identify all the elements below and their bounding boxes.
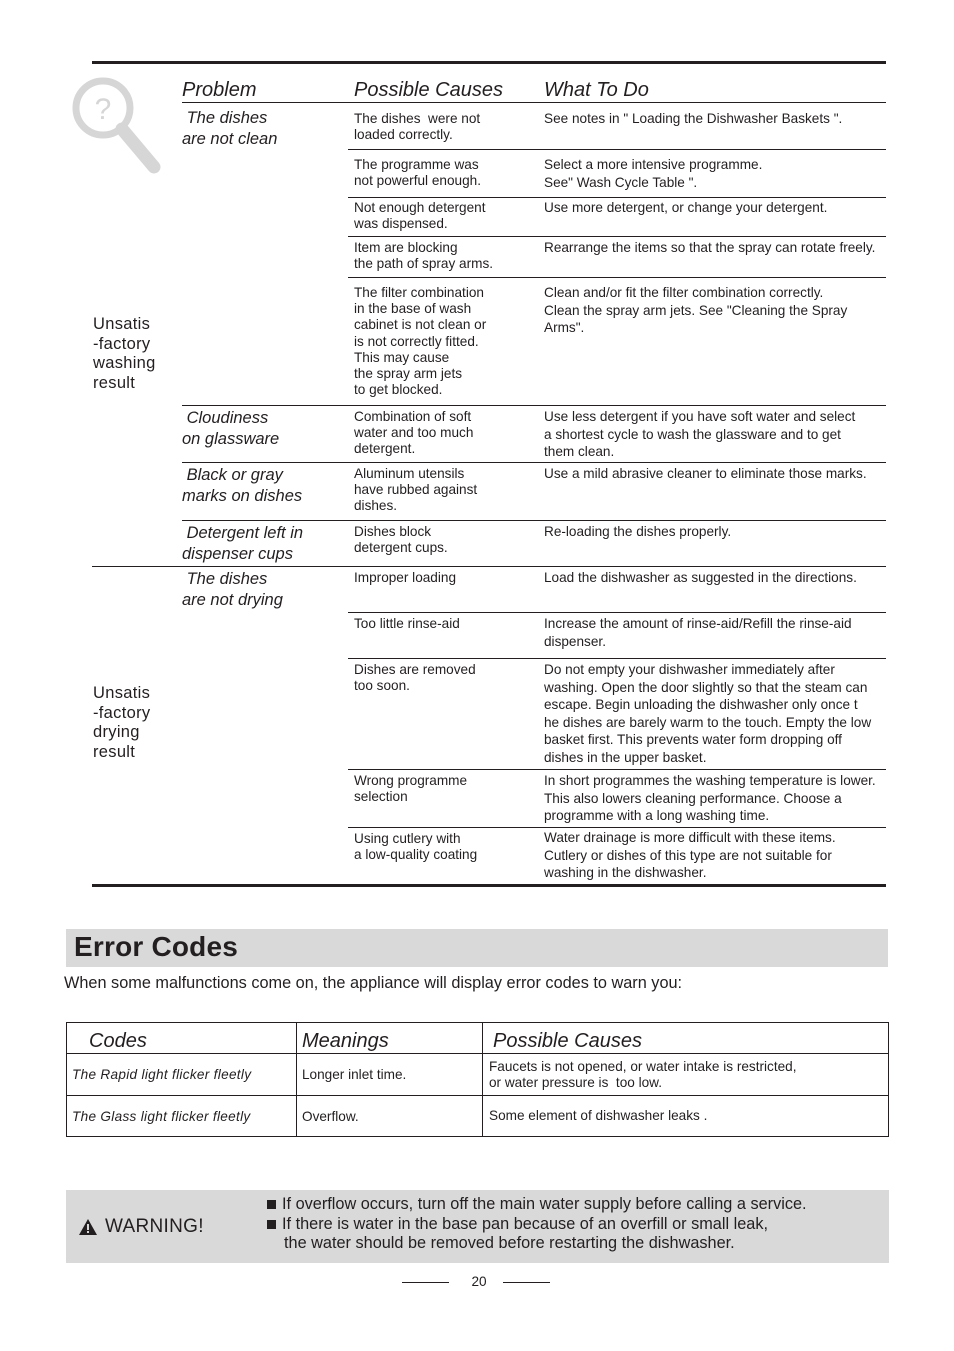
row-divider xyxy=(348,197,886,198)
row-cause: Dishes block detergent cups. xyxy=(354,524,448,556)
warning-line-text: If overflow occurs, turn off the main water supply before calling a service. xyxy=(282,1195,807,1213)
row-todo: See notes in " Loading the Dishwasher Baskets ". xyxy=(544,111,843,126)
row-cause: Dishes are removed too soon. xyxy=(354,662,476,694)
category-washing: Unsatis -factory washing result xyxy=(93,315,156,393)
row-divider xyxy=(348,827,886,828)
row-divider xyxy=(348,612,886,613)
row-cause: Too little rinse-aid xyxy=(354,616,460,631)
row-cause: Combination of soft water and too much detergent. xyxy=(354,409,474,457)
category-drying: Unsatis -factory drying result xyxy=(93,684,151,762)
header-codes: Codes xyxy=(67,1023,297,1054)
warning-box xyxy=(66,1190,889,1263)
error-codes-title-bar xyxy=(66,929,888,967)
header-what-to-do: What To Do xyxy=(544,79,649,101)
row-cause: The filter combination in the base of wash cabinet is not clean or is not correctly fitted. This may cause the spray arm jets to get blocked. xyxy=(354,285,487,398)
row-cause: Using cutlery with a low-quality coating xyxy=(354,831,478,863)
warning-label-group xyxy=(79,1216,204,1238)
header-possible-causes-errors: Possible Causes xyxy=(483,1023,889,1054)
svg-text:?: ? xyxy=(94,93,112,126)
bullet-icon xyxy=(267,1220,276,1229)
warning-text xyxy=(267,1195,807,1254)
question-magnifier-icon xyxy=(70,75,165,175)
row-divider xyxy=(348,149,886,150)
section-title: Error Codes xyxy=(74,931,239,962)
error-meaning: Overflow. xyxy=(297,1096,483,1137)
error-code: The Glass light flicker fleetly xyxy=(67,1096,297,1137)
row-divider xyxy=(348,277,886,278)
error-codes-table xyxy=(66,1022,889,1137)
row-divider xyxy=(182,520,886,521)
error-codes-intro: When some malfunctions come on, the appliance will display error codes to warn you: xyxy=(64,974,683,992)
page-number: 20 xyxy=(471,1274,487,1289)
bullet-icon xyxy=(267,1200,276,1209)
footer-rule-left xyxy=(402,1282,449,1283)
warning-line-text: If there is water in the base pan because of an overfill or small leak, xyxy=(282,1214,768,1233)
row-todo: Load the dishwasher as suggested in the directions. xyxy=(544,570,857,585)
row-cause: Not enough detergent was dispensed. xyxy=(354,200,486,232)
row-todo: Rearrange the items so that the spray can rotate freely. xyxy=(544,240,876,255)
row-divider xyxy=(348,236,886,237)
row-cause: The dishes were not loaded correctly. xyxy=(354,111,481,143)
row-todo: Use more detergent, or change your detergent. xyxy=(544,200,828,215)
header-problem: Problem xyxy=(182,79,257,101)
row-cause: Aluminum utensils have rubbed against dishes. xyxy=(354,466,478,514)
problem-detergent-left: Detergent left in dispenser cups xyxy=(182,524,304,563)
error-meaning: Longer inlet time. xyxy=(297,1054,483,1096)
row-cause: Item are blocking the path of spray arms. xyxy=(354,240,494,272)
footer-rule-right xyxy=(503,1282,550,1283)
row-divider xyxy=(348,658,886,659)
error-cause: Some element of dishwasher leaks . xyxy=(483,1096,889,1137)
header-underline xyxy=(182,102,886,103)
error-row xyxy=(67,1054,889,1096)
row-todo: Increase the amount of rinse-aid/Refill the rinse-aid dispenser. xyxy=(544,616,852,649)
row-todo: Re-loading the dishes properly. xyxy=(544,524,732,539)
row-todo: Clean and/or fit the filter combination correctly. Clean the spray arm jets. See "Cleaning the Spray Arms". xyxy=(544,285,848,336)
warning-line: the water should be removed before restarting the dishwasher. xyxy=(284,1234,735,1253)
row-cause: Improper loading xyxy=(354,570,457,585)
row-cause: The programme was not powerful enough. xyxy=(354,157,481,189)
row-todo: Use a mild abrasive cleaner to eliminate those marks. xyxy=(544,466,867,481)
warning-line xyxy=(267,1215,807,1235)
warning-line xyxy=(267,1195,807,1215)
top-rule xyxy=(92,61,886,64)
problem-not-clean: The dishes are not clean xyxy=(182,109,278,148)
row-divider xyxy=(348,769,886,770)
error-row xyxy=(67,1096,889,1137)
page-footer xyxy=(0,1274,954,1294)
problem-black-marks: Black or gray marks on dishes xyxy=(182,466,303,505)
section-divider xyxy=(92,566,886,567)
row-divider xyxy=(182,405,886,406)
bottom-rule xyxy=(92,884,886,887)
warning-triangle-icon xyxy=(79,1219,97,1235)
warning-label: WARNING! xyxy=(105,1216,204,1237)
header-meanings: Meanings xyxy=(297,1023,483,1054)
row-todo: Water drainage is more difficult with these items. Cutlery or dishes of this type are not suitable for washing in the dishwasher. xyxy=(544,830,836,881)
row-todo: Do not empty your dishwasher immediately after washing. Open the door slightly so that the steam can escape. Begin unloading the dishwasher only once t he dishes are barely warm to the touch. Empty the low basket first. This prevents water form dropping off dishes in the upper basket. xyxy=(544,662,872,765)
error-code: The Rapid light flicker fleetly xyxy=(67,1054,297,1096)
row-todo: Use less detergent if you have soft water and select a shortest cycle to wash the glassware and to get them clean. xyxy=(544,409,856,460)
problem-not-drying: The dishes are not drying xyxy=(182,570,283,609)
row-todo: Select a more intensive programme. See" Wash Cycle Table ". xyxy=(544,157,763,190)
row-todo: In short programmes the washing temperature is lower. This also lowers cleaning performance. Choose a programme with a long washing time. xyxy=(544,773,876,824)
header-possible-causes: Possible Causes xyxy=(354,79,503,101)
problem-cloudiness: Cloudiness on glassware xyxy=(182,409,280,448)
error-table-header xyxy=(67,1023,889,1054)
row-cause: Wrong programme selection xyxy=(354,773,468,805)
error-cause: Faucets is not opened, or water intake is restricted, or water pressure is too low. xyxy=(483,1054,889,1096)
row-divider xyxy=(182,462,886,463)
